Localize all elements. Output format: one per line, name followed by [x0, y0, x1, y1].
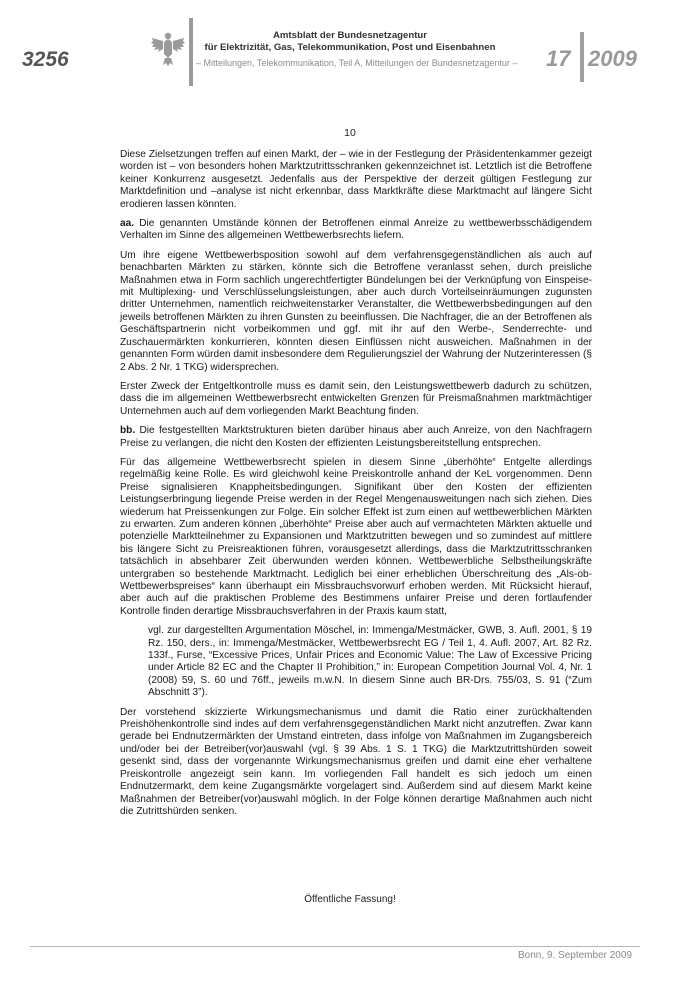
paragraph: Der vorstehend skizzierte Wirkungsmechanismus und damit die Ratio einer zurückhaltenden Preishöhenkontrolle sind indes auf dem verfahrensgegenständlichen Markt nicht anzutreffen. Zwar kann gerade bei Endnutzermärkten der Umstand eintreten, dass infolge von Maßnahmen im Zugangsbereich und/oder bei der Betreiber(vor)auswahl (vgl. § 39 Abs. 1 S. 1 TKG) die Marktzutrittshürden soweit gesenkt sind, dass der vorgenannte Wirkungsmechanismus greifen und damit eine eher verhaltene Preiskontrolle angezeigt sein kann. Im vorliegenden Fall handelt es sich jedoch um einen Endnutzermarkt, dem keine Zugangsmärkte vorgelagert sind. Außerdem sind auf diesem Markt keine Maßnahmen der Betreiber(vor)auswahl möglich. In der Folge können derartige Maßnahmen auch nicht die Zutrittshürden senken.: [120, 706, 592, 817]
paragraph: Um ihre eigene Wettbewerbsposition sowohl auf dem verfahrensgegenständlichen als auch auf benachbarten Märkten zu stärken, könnte sich die Betroffene veranlasst sehen, durch preisliche Maßnahmen etwa in Form sachlich ungerechtfertigter Bündelungen bei der Verknüpfung von Einspeise- mit Multiplexing- und Verschlüsselungsleistungen, aber auch durch Vorteilseinräumungen zugunsten dritter Unternehmen, namentlich reichweitenstarker Veranstalter, die Wettbewerbsbedingungen auf den jeweils betroffenen Märkten zu ihren Gunsten zu beeinflussen. Die Nachfrager, die an der Betroffenen als Geschäftspartnerin nicht vorbeikommen und ggf. mit ihr auf den Werbe-, Senderrechte- und Zuschauermärkten konkurrieren, könnten diesen Einflüssen nicht ausweichen. Maßnahmen in der genannten Form würden damit insbesondere dem Regulierungsziel der Wahrung der Nutzerinteressen (§ 2 Abs. 2 Nr. 1 TKG) widersprechen.: [120, 249, 592, 373]
gazette-title-line1: Amtsblatt der Bundesnetzagentur: [272, 30, 428, 41]
footer-date: Bonn, 9. September 2009: [518, 950, 632, 961]
paragraph-text: Die festgestellten Marktstrukturen bieten darüber hinaus aber auch Anreize, von den Nachfragern Preise zu verlangen, die nicht den Kosten der effizienten Leistungsbereitstellung entsprechen.: [120, 425, 592, 449]
gazette-title: [200, 30, 500, 54]
paragraph: Diese Zielsetzungen treffen auf einen Markt, der – wie in der Festlegung der Präsidentenkammer gezeigt worden ist – von besonders hohen Marktzutrittsschranken gekennzeichnet ist. Letztlich ist die Betroffene keiner Konkurrenz ausgesetzt. Jedenfalls aus der Perspektive der derzeit gültigen Festlegung zur Marktdefinition und –analyse ist nicht erkennbar, dass Marktkräfte diese Marktmacht auf längere Sicht erodieren lassen könnten.: [120, 149, 592, 210]
federal-eagle-icon: [150, 30, 186, 68]
paragraph-bb: [120, 425, 592, 450]
paragraph: Für das allgemeine Wettbewerbsrecht spielen in diesem Sinne „überhöhte“ Entgelte allerdings regelmäßig keine Rolle. Es wird gleichwohl keine Preiskontrolle anhand der KeL vorgenommen. Denn Preise signalisieren Knappheitsbedingungen. Signifikant über den Kosten der effizienten Leistungserbringung liegende Preise werden in der Regel Mengenausweitungen nach sich ziehen. Dies wiederum hat Preissenkungen zur Folge. Ein solcher Effekt ist zum einen auf wettbewerblichen Märkten zu erwarten. Zum anderen können „überhöhte“ Preise aber auch auf vermachteten Märkten aktuelle und potenzielle Marktteilnehmer zu Expansionen und Marktzutritten bewegen und so zumindest auf mittlere bis längere Sicht zu Preisreaktionen führen, vorausgesetzt allerdings, dass die Marktzutrittsschranken tatsächlich in absehbarer Zeit überwunden werden können. Wettbewerbliche Selbstheilungskräfte untergraben so bestehende Marktmacht. Lediglich bei einer erheblichen Überschreitung des „Als-ob-Wettbewerbspreises“ kann überhaupt ein Missbrauchsvorwurf erhoben werden. Mit Rücksicht hierauf, aber auch auf die praktischen Probleme des Bestimmens unfairer Preise und deren fortlaufender Kontrolle finden derartige Missbrauchsverfahren in der Praxis kaum statt,: [120, 456, 592, 617]
public-version-note: Öffentliche Fassung!: [304, 894, 396, 905]
issue-number: 17: [546, 46, 571, 71]
paragraph: Erster Zweck der Entgeltkontrolle muss es damit sein, den Leistungswettbewerb dadurch zu schützen, dass die im allgemeinen Wettbewerbsrecht entwickelten Grenzen für Preismaßnahmen marktmächtiger Unternehmen auch auf dem vorliegenden Markt Beachtung finden.: [120, 380, 592, 417]
paragraph-text: Die genannten Umstände können der Betroffenen einmal Anreize zu wettbewerbsschädigendem Verhalten im Sinne des allgemeinen Wettbewerbsrechts liefern.: [120, 218, 592, 242]
paragraph-label-bb: bb.: [120, 425, 136, 437]
citation-block: vgl. zur dargestellten Argumentation Möschel, in: Immenga/Mestmäcker, GWB, 3. Aufl. 2001, § 19 Rz. 150, ders., in: Immenga/Mestmäcker, Wettbewerbsrecht EG / Teil 1, 4. Aufl. 2007, Art. 82 Rz. 133f., Furse, “Excessive Prices, Unfair Prices and Economic Value: The Law of Excessive Pricing under Article 82 EC and the Chapter II Prohibition,” in: European Competition Journal Vol. 4, Nr. 1 (2008) 59, S. 60 und 76ff., jeweils m.w.N. In diesem Sinne auch BR-Drs. 755/03, S. 91 (“Zum Abschnitt 3”).: [148, 625, 592, 699]
issue-year: 2009: [588, 46, 637, 71]
footer-divider: [30, 946, 640, 947]
issue-divider-bar: [580, 32, 584, 82]
document-body: [120, 149, 592, 825]
header-divider-bar: [189, 18, 193, 86]
gazette-title-line2: für Elektrizität, Gas, Telekommunikation, Post und Eisenbahnen: [204, 42, 496, 53]
paragraph-label-aa: aa.: [120, 218, 135, 230]
gazette-subtitle: – Mitteilungen, Telekommunikation, Teil A, Mitteilungen der Bundesnetzagentur –: [196, 58, 518, 68]
gazette-page-number: 3256: [22, 48, 69, 71]
document-page-number: 10: [344, 127, 356, 139]
paragraph-aa: [120, 218, 592, 243]
